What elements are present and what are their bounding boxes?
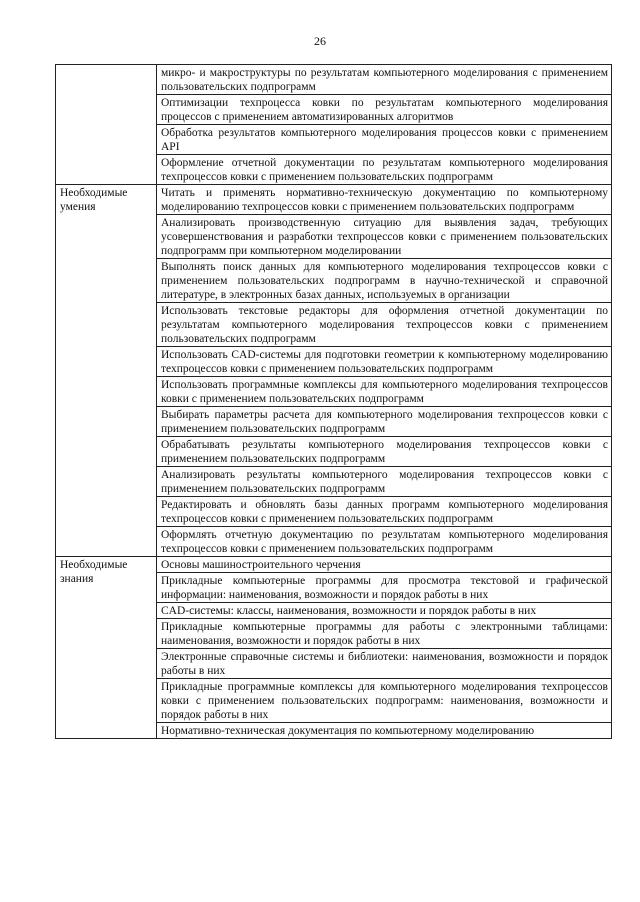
- table-cell: Читать и применять нормативно-техническую документацию по компьютерному моделированию техпроцессов ковки с применением пользовательских подпрограмм: [157, 185, 612, 215]
- table-cell: Основы машиностроительного черчения: [157, 557, 612, 573]
- table-cell: Редактировать и обновлять базы данных программ компьютерного моделирования техпроцессов ковки с применением пользовательских подпрограмм: [157, 497, 612, 527]
- table-cell: Обрабатывать результаты компьютерного моделирования техпроцессов ковки с применением пользовательских подпрограмм: [157, 437, 612, 467]
- table-cell: Анализировать результаты компьютерного моделирования техпроцессов ковки с применением пользовательских подпрограмм: [157, 467, 612, 497]
- table-cell: Использовать текстовые редакторы для оформления отчетной документации по результатам компьютерного моделирования техпроцессов ковки с применением пользовательских подпрограмм: [157, 303, 612, 347]
- table-cell: микро- и макроструктуры по результатам компьютерного моделирования с применением пользовательских подпрограмм: [157, 65, 612, 95]
- section-label-knowledge: Необходимые знания: [56, 557, 157, 739]
- table-cell: Оформление отчетной документации по результатам компьютерного моделирования техпроцессов ковки с применением пользовательских подпрограмм: [157, 155, 612, 185]
- table-cell: Прикладные программные комплексы для компьютерного моделирования техпроцессов ковки с применением пользовательских подпрограмм: наименования, возможности и порядок работы в них: [157, 679, 612, 723]
- table-cell: CAD-системы: классы, наименования, возможности и порядок работы в них: [157, 603, 612, 619]
- table-cell: Использовать программные комплексы для компьютерного моделирования техпроцессов ковки с применением пользовательских подпрограмм: [157, 377, 612, 407]
- page-number: 26: [314, 34, 326, 48]
- table-cell: Нормативно-техническая документация по компьютерному моделированию: [157, 723, 612, 739]
- table-row: [56, 185, 612, 215]
- section-label-continued: [56, 65, 157, 185]
- table-cell: Оформлять отчетную документацию по результатам компьютерного моделирования техпроцессов ковки с применением пользовательских подпрограмм: [157, 527, 612, 557]
- table-row: [56, 65, 612, 95]
- table-cell: Выбирать параметры расчета для компьютерного моделирования техпроцессов ковки с применением пользовательских подпрограмм: [157, 407, 612, 437]
- table-row: [56, 557, 612, 573]
- section-label-skills: Необходимые умения: [56, 185, 157, 557]
- table-cell: Обработка результатов компьютерного моделирования процессов ковки с применением API: [157, 125, 612, 155]
- table-cell: Прикладные компьютерные программы для работы с электронными таблицами: наименования, возможности и порядок работы в них: [157, 619, 612, 649]
- table-cell: Прикладные компьютерные программы для просмотра текстовой и графической информации: наименования, возможности и порядок работы в них: [157, 573, 612, 603]
- table-cell: Выполнять поиск данных для компьютерного моделирования техпроцессов ковки с применением пользовательских подпрограмм в научно-технической и справочной литературе, в электронных базах данных, используемых в организации: [157, 259, 612, 303]
- table-cell: Анализировать производственную ситуацию для выявления задач, требующих усовершенствования и разработки техпроцессов ковки с применением пользовательских подпрограмм при компьютерном моделировании: [157, 215, 612, 259]
- table-cell: Оптимизации техпроцесса ковки по результатам компьютерного моделирования процессов с применением автоматизированных алгоритмов: [157, 95, 612, 125]
- requirements-table: [55, 64, 612, 739]
- table-cell: Электронные справочные системы и библиотеки: наименования, возможности и порядок работы в них: [157, 649, 612, 679]
- table-cell: Использовать CAD-системы для подготовки геометрии к компьютерному моделированию техпроцессов ковки с применением пользовательских подпрограмм: [157, 347, 612, 377]
